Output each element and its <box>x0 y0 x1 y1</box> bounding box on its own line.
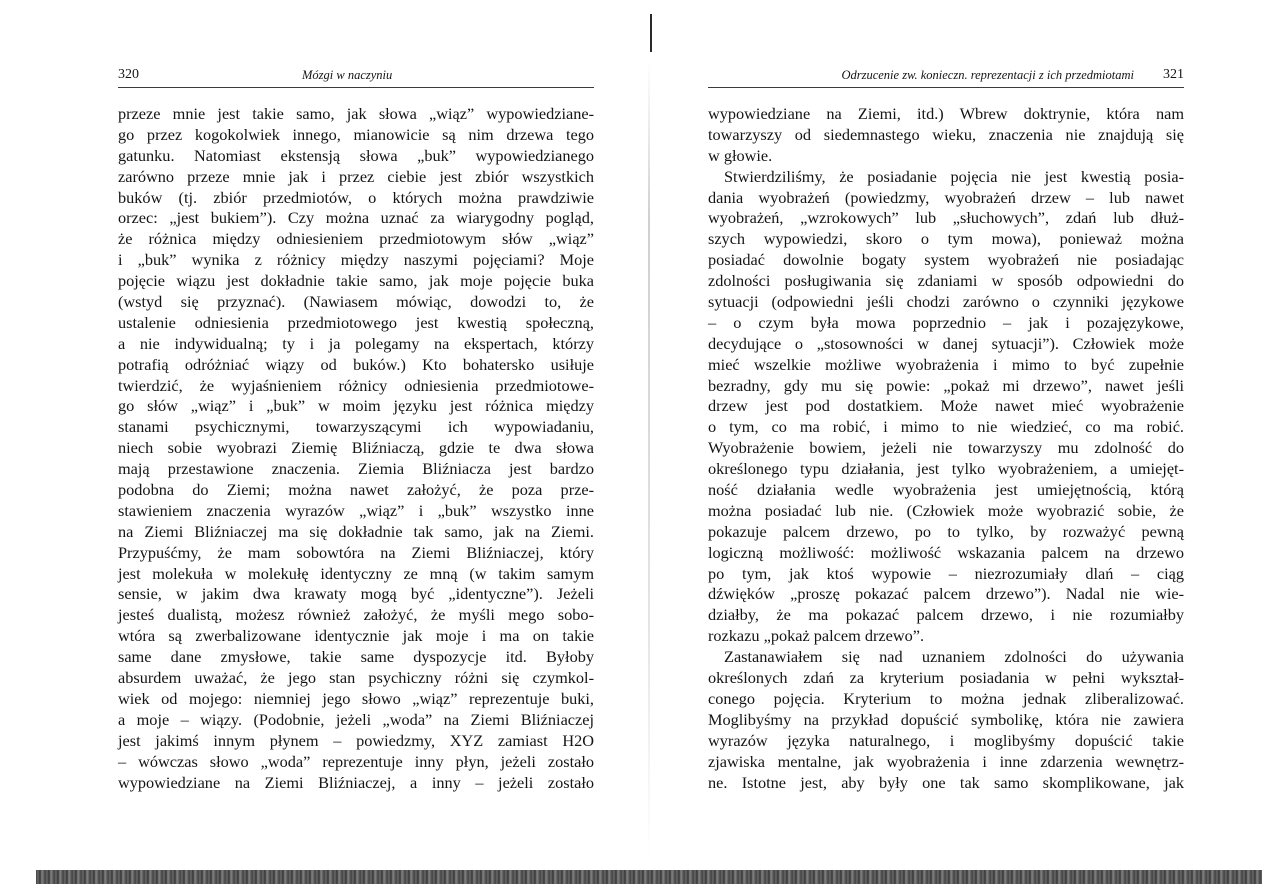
text-line: po tym, jak ktoś wypowie – niezrozumiały dlań – ciąg <box>708 563 1184 583</box>
text-line: a nie indywidualną; ty i ja polegamy na ekspertach, którzy <box>118 333 594 353</box>
text-line: twierdzić, że wyjaśnieniem różnicy odniesienia przedmiotowe- <box>118 375 594 395</box>
text-line: jesteś dualistą, możesz również założyć, że myśli mego sobo- <box>118 605 594 625</box>
text-line: Moglibyśmy na przykład dopuścić symbolikę, która nie zawiera <box>708 709 1184 729</box>
text-line: a moje – wiązy. (Podobnie, jeżeli „woda” na Ziemi Bliźniaczej <box>118 709 594 729</box>
text-line: ność działania wedle wyobrażenia jest umiejętnością, którą <box>708 480 1184 500</box>
text-line: i „buk” wynika z różnicy między naszymi pojęciami? Moje <box>118 250 594 270</box>
text-line: na Ziemi Bliźniaczej ma się dokładnie tak samo, jak na Ziemi. <box>118 521 594 541</box>
text-line: przeze mnie jest takie samo, jak słowa „wiąz” wypowiedziane- <box>118 104 594 123</box>
text-line: drzew jest pod dostatkiem. Może nawet mieć wyobrażenie <box>708 396 1184 416</box>
text-line: rozkazu „pokaż palcem drzewo”. <box>708 626 925 646</box>
left-body-text <box>118 104 594 793</box>
text-line: wiek od mojego: niemniej jego słowo „wiąz” reprezentuje buki, <box>118 688 594 708</box>
text-line: sensie, w jakim dwa krawaty mogą być „identyczne”). Jeżeli <box>118 584 594 604</box>
text-line: wtóra są zwerbalizowane identycznie jak moje i ma on takie <box>118 626 594 646</box>
text-line: logiczną możliwość: możliwość wskazania palcem na drzewo <box>708 542 1184 562</box>
text-line: zdolności posługiwania się zdaniami w sposób odpowiedni do <box>708 271 1184 291</box>
right-page-number: 321 <box>1163 67 1184 82</box>
text-line: że różnica między odniesieniem przedmiotowym słów „wiąz” <box>118 229 594 249</box>
text-line: niech sobie wyobrazi Ziemię Bliźniaczą, gdzie te dwa słowa <box>118 438 594 458</box>
text-line: buków (tj. zbiór przedmiotów, o których można prawdziwie <box>118 187 594 207</box>
text-line: pokazuje palcem drzewo, po to tylko, by rozważyć pewną <box>708 521 1184 541</box>
text-line: można posiadać lub nie. (Człowiek może wyobrazić sobie, że <box>708 500 1184 520</box>
text-line: same dane zmysłowe, takie same dyspozycje itd. Byłoby <box>118 647 594 667</box>
text-line: szych wypowiedzi, skoro o tym mowa), ponieważ można <box>708 229 1184 249</box>
left-running-title: Mózgi w naczyniu <box>302 68 393 82</box>
text-line: jest jakimś innym płynem – powiedzmy, XYZ zamiast H2O <box>118 730 594 750</box>
text-line: ne. Istotne jest, aby były one tak samo skomplikowane, jak <box>708 772 1184 792</box>
text-line: podobna do Ziemi; można nawet założyć, że poza prze- <box>118 480 594 500</box>
text-line: orzec: „jest bukiem”). Czy można uznać za wiarygodny pogląd, <box>118 208 594 228</box>
text-line: stanami psychicznymi, towarzyszącymi ich wypowiadaniu, <box>118 417 594 437</box>
text-line: decydujące o „stosowności w danej sytuacji”). Człowiek może <box>708 333 1184 353</box>
left-header-rule <box>118 87 594 88</box>
right-body-text <box>708 104 1184 793</box>
text-line: – wówczas słowo „woda” reprezentuje inny płyn, jeżeli zostało <box>118 751 594 771</box>
text-line: ustalenie odniesienia przedmiotowego jest kwestią społeczną, <box>118 312 594 332</box>
text-line: stawieniem znaczenia wyrazów „wiąz” i „buk” wszystko inne <box>118 500 594 520</box>
text-line: go przez kogokolwiek innego, mianowicie są nim drzewa tego <box>118 124 594 144</box>
left-page-number: 320 <box>118 67 139 82</box>
text-line: bezradny, gdy mu się powie: „pokaż mi drzewo”, nawet jeśli <box>708 375 1184 395</box>
text-line: wypowiedziane na Ziemi Bliźniaczej, a inny – jeżeli zostało <box>118 772 594 792</box>
text-line: conego pojęcia. Kryterium to można jednak zliberalizować. <box>708 688 1184 708</box>
text-line: wyobrażeń, „wzrokowych” lub „słuchowych”, zdań lub dłuż- <box>708 208 1184 228</box>
text-line: określonego typu działania, jest tylko wyobrażeniem, a umiejęt- <box>708 459 1184 479</box>
text-line: (wstyd się przyznać). (Nawiasem mówiąc, dowodzi to, że <box>118 292 594 312</box>
text-line: potrafią odróżniać wiązy od buków.) Kto bohatersko usiłuje <box>118 354 594 374</box>
text-line: Przypuśćmy, że mam sobowtóra na Ziemi Bliźniaczej, który <box>118 542 594 562</box>
text-line: Zastanawiałem się nad uznaniem zdolności do używania <box>724 647 1184 667</box>
text-line: pojęcie wiązu jest dokładnie takie samo, jak moje pojęcie buka <box>118 271 594 291</box>
scan-edge-strip <box>36 870 1262 884</box>
text-line: w głowie. <box>708 145 773 165</box>
left-running-head <box>118 64 594 86</box>
text-line: go słów „wiąz” i „buk” w moim języku jest różnica między <box>118 396 594 416</box>
text-line: dźwięków „proszę pokazać palcem drzewo”). Nadal nie wie- <box>708 584 1184 604</box>
text-line: jest molekuła w molekułę identyczny ze mną (w takim samym <box>118 563 594 583</box>
text-line: zarówno przeze mnie jak i przez ciebie jest zbiór wszystkich <box>118 166 594 186</box>
text-line: mieć wszelkie możliwe wyobrażenia i mimo to być zupełnie <box>708 354 1184 374</box>
text-line: dania wyobrażeń (powiedzmy, wyobrażeń drzew – lub nawet <box>708 187 1184 207</box>
text-line: posiadać dowolnie bogaty system wyobrażeń nie posiadając <box>708 250 1184 270</box>
text-line: wypowiedziane na Ziemi, itd.) Wbrew doktrynie, która nam <box>708 104 1184 123</box>
text-line: określonych zdań za kryterium posiadania w pełni wykształ- <box>708 668 1184 688</box>
text-line: działby, że ma pokazać palcem drzewo, i nie rozumiałby <box>708 605 1184 625</box>
text-line: wyrazów języka naturalnego, i moglibyśmy dopuścić takie <box>708 730 1184 750</box>
text-line: towarzyszy od siedemnastego wieku, znaczenia nie znajdują się <box>708 124 1184 144</box>
text-line: Wyobrażenie bowiem, jeżeli nie towarzyszy mu zdolność do <box>708 438 1184 458</box>
text-line: sytuacji (odpowiedni jeśli chodzi zarówno o czynniki językowe <box>708 292 1184 312</box>
right-header-rule <box>708 87 1184 88</box>
text-line: zjawiska mentalne, jak wyobrażenia i inne zdarzenia wewnętrz- <box>708 751 1184 771</box>
text-line: gatunku. Natomiast ekstensją słowa „buk” wypowiedzianego <box>118 145 594 165</box>
text-line: absurdem uważać, że jego stan psychiczny różni się czymkol- <box>118 668 594 688</box>
right-running-title: Odrzucenie zw. konieczn. reprezentacji z ich przedmiotami <box>841 68 1134 82</box>
text-line: mają przestawione znaczenia. Ziemia Bliźniacza jest bardzo <box>118 459 594 479</box>
right-running-head <box>708 64 1184 86</box>
text-line: Stwierdziliśmy, że posiadanie pojęcia nie jest kwestią posia- <box>724 166 1184 186</box>
right-page <box>640 0 1262 894</box>
text-line: – o czym była mowa poprzednio – jak i pozajęzykowe, <box>708 312 1184 332</box>
text-line: o tym, co ma robić, i mimo to nie wiedzieć, co ma robić. <box>708 417 1184 437</box>
